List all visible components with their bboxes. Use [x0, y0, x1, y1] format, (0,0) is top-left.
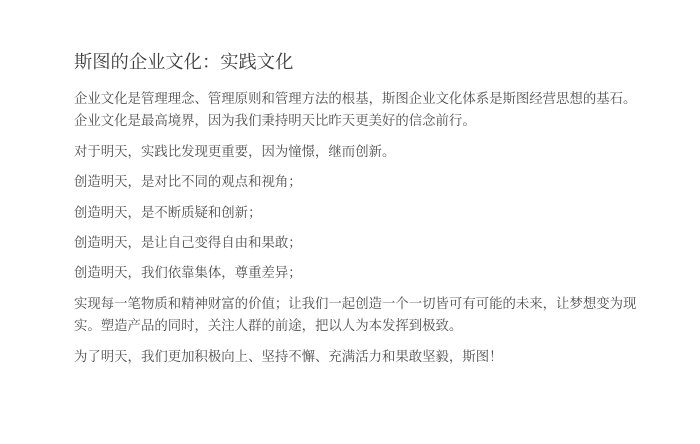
paragraph-create-3: 创造明天，是让自己变得自由和果敢；	[74, 235, 302, 251]
paragraph-tomorrow: 对于明天，实践比发现更重要，因为憧憬，继而创新。	[74, 143, 396, 159]
paragraph-create-1: 创造明天，是对比不同的观点和视角；	[74, 174, 302, 190]
paragraph-create-2: 创造明天，是不断质疑和创新；	[74, 204, 262, 220]
paragraph-value: 实现每一笔物质和精神财富的价值；让我们一起创造一个一切皆可有可能的未来，让梦想变为现实。塑造产品的同时，关注人群的前途，把以人为本发挥到极致。	[74, 295, 637, 334]
paragraph-closing: 为了明天，我们更加积极向上、坚持不懈、充满活力和果敢坚毅，斯图！	[74, 348, 503, 364]
article-body	[74, 48, 641, 368]
paragraph-intro: 企业文化是管理理念、管理原则和管理方法的根基，斯图企业文化体系是斯图经营思想的基石。企业文化是最高境界，因为我们秉持明天比昨天更美好的信念前行。	[74, 91, 637, 129]
page-title: 斯图的企业文化：实践文化	[74, 51, 294, 72]
paragraph-create-4: 创造明天，我们依靠集体，尊重差异；	[74, 265, 302, 281]
